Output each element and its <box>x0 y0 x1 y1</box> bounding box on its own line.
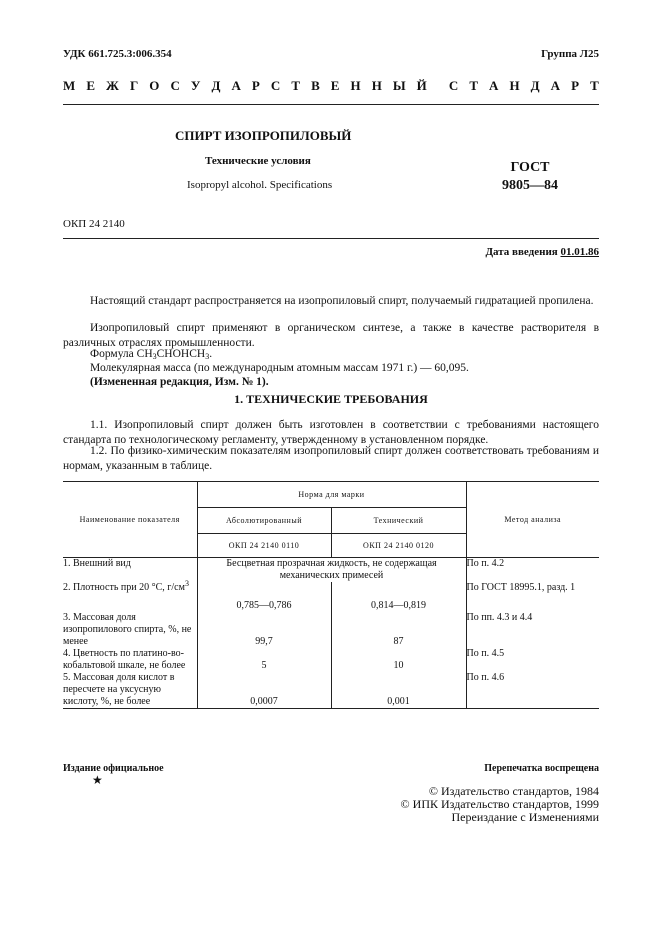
copyright-1984: © Издательство стандартов, 1984 <box>428 784 599 798</box>
requirements-table <box>63 481 599 709</box>
table-row <box>63 582 599 612</box>
intro-paragraph-1: Настоящий стандарт распространяется на изопропиловый спирт, получаемый гидратацией пропилена. <box>90 295 594 307</box>
copyright-1999: © ИПК Издательство стандартов, 1999 <box>400 797 599 811</box>
row-method: По п. 4.2 <box>466 558 599 583</box>
okp-rule <box>63 238 599 239</box>
row-value-technical: 0,814—0,819 <box>331 582 466 612</box>
header-technical: Технический <box>331 508 466 534</box>
molecular-mass: Молекулярная масса (по международным атомным массам 1971 г.) — 60,095. <box>90 362 469 374</box>
row-value-technical: 10 <box>331 648 466 672</box>
row-value-absolute: 0,785—0,786 <box>197 582 331 612</box>
okp-code: ОКП 24 2140 <box>63 218 125 230</box>
document-subtitle: Технические условия <box>205 155 311 167</box>
introduction-date <box>485 246 599 258</box>
row-value-technical: 87 <box>331 612 466 648</box>
row-name: 4. Цветность по платино-во-кобальтовой шкале, не более <box>63 648 186 671</box>
gost-number: 9805—84 <box>502 178 558 193</box>
section-1-heading: 1. ТЕХНИЧЕСКИЕ ТРЕБОВАНИЯ <box>234 392 428 406</box>
intro-paragraph-2: Изопропиловый спирт применяют в органическом синтезе, а также в качестве растворителя в различных отраслях промышленности. <box>63 322 599 349</box>
header-method: Метод анализа <box>466 482 599 558</box>
table-row <box>63 558 599 583</box>
row-value-absolute: 0,0007 <box>197 672 331 709</box>
reissue-note: Переиздание с Изменениями <box>451 810 599 824</box>
copyright-block <box>401 785 599 824</box>
formula-line: Формула $CH_3CHOHCH_3$. <box>90 348 213 361</box>
udk-code: УДК 661.725.3:006.354 <box>63 48 172 60</box>
english-title: Isopropyl alcohol. Specifications <box>187 179 333 191</box>
row-name: 5. Массовая доля кислот в пересчете на уксусную кислоту, %, не более <box>63 672 197 709</box>
document-title: СПИРТ ИЗОПРОПИЛОВЫЙ <box>175 128 352 143</box>
row-name: 2. Плотность при 20 °С, $г/см^3$ <box>63 579 189 593</box>
row-method: По пп. 4.3 и 4.4 <box>466 612 599 648</box>
row-merged-value: Бесцветная прозрачная жидкость, не содержащая механических примесей <box>197 558 466 583</box>
header-rule <box>63 104 599 105</box>
table-row <box>63 648 599 672</box>
okp-absolute: ОКП 24 2140 0110 <box>197 534 331 558</box>
header-absolute: Абсолютированный <box>197 508 331 534</box>
header-norm: Норма для марки <box>197 482 466 508</box>
table-row <box>63 672 599 709</box>
okp-technical: ОКП 24 2140 0120 <box>331 534 466 558</box>
group-code: Группа Л25 <box>541 48 599 60</box>
official-edition-label: Издание официальное <box>63 763 164 774</box>
row-method: По п. 4.6 <box>466 672 599 709</box>
section-1-paragraph-2: 1.2. По физико-химическим показателям изопропиловый спирт должен соответствовать требованиям и нормам, указанным в таблице. <box>63 445 599 472</box>
row-value-absolute: 99,7 <box>197 612 331 648</box>
row-value-technical: 0,001 <box>331 672 466 709</box>
standard-type-heading: М Е Ж Г О С У Д А Р С Т В Е Н Н Ы Й С Т А Н Д А Р Т <box>63 78 599 93</box>
star-icon: ★ <box>92 773 103 787</box>
reprint-prohibited-label: Перепечатка воспрещена <box>484 763 599 774</box>
row-name: 1. Внешний вид <box>63 558 131 569</box>
section-1-paragraph-1: 1.1. Изопропиловый спирт должен быть изготовлен в соответствии с требованиями настоящего стандарта по технологическому регламенту, утвержденному в установленном порядке. <box>63 419 599 446</box>
row-method: По п. 4.5 <box>466 648 599 672</box>
row-value-absolute: 5 <box>197 648 331 672</box>
row-method: По ГОСТ 18995.1, разд. 1 <box>466 582 599 612</box>
introduction-date-value: 01.01.86 <box>560 246 599 258</box>
row-name: 3. Массовая доля изопропилового спирта, %, не менее <box>63 612 192 647</box>
amendment-note: (Измененная редакция, Изм. № 1). <box>90 376 269 388</box>
gost-designation <box>500 159 560 195</box>
gost-label: ГОСТ <box>510 160 550 175</box>
table-row <box>63 612 599 648</box>
introduction-date-label: Дата введения <box>485 246 558 258</box>
header-indicator-name: Наименование показателя <box>63 482 197 558</box>
